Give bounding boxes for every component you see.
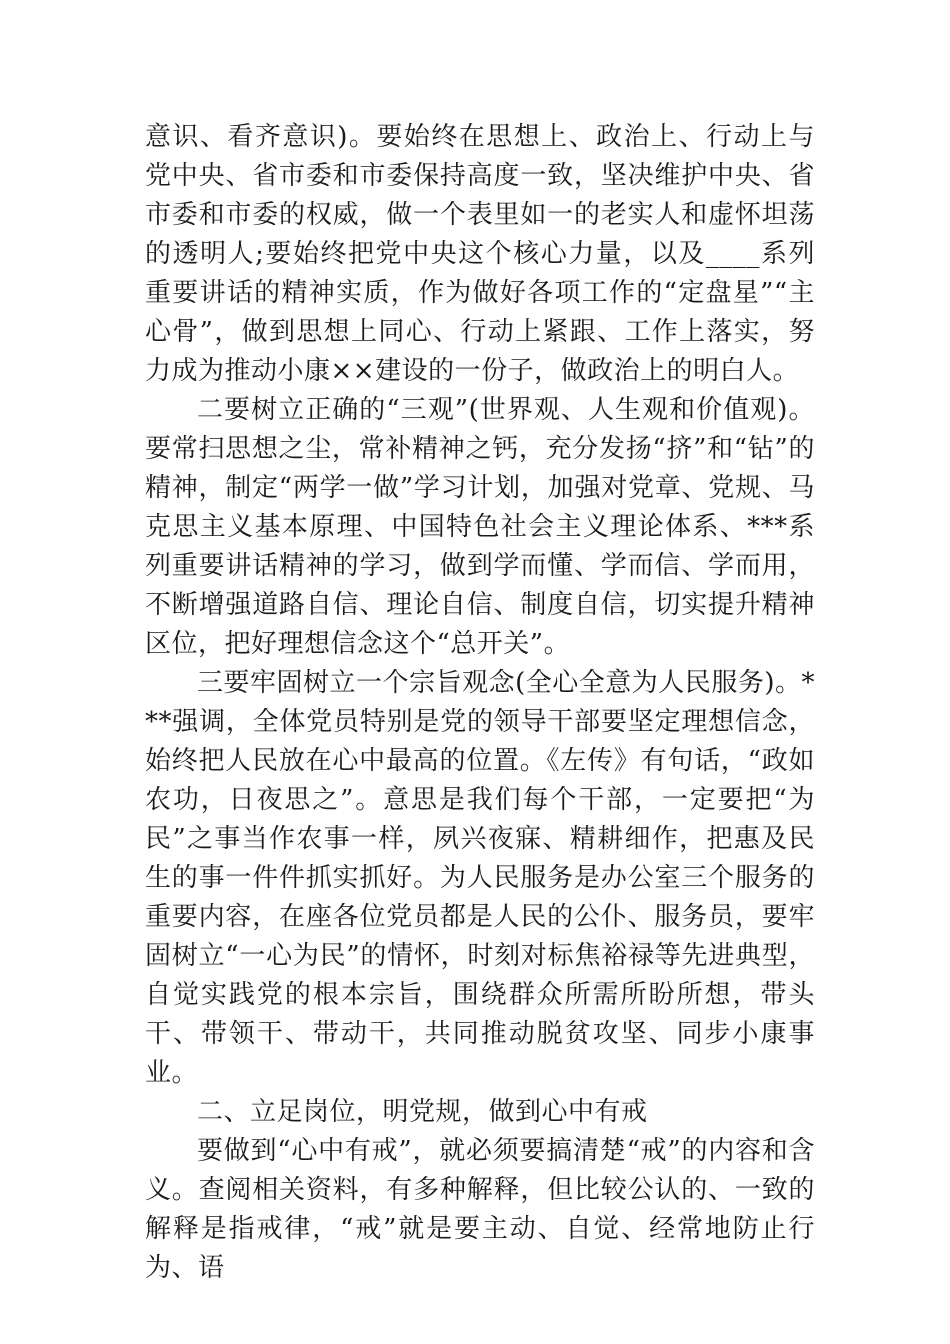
document-body bbox=[145, 118, 815, 1288]
section-heading: 二、立足岗位，明党规，做到心中有戒 bbox=[197, 1097, 648, 1127]
paragraph-three-views: 二要树立正确的“三观”(世界观、人生观和价值观)。要常扫思想之尘，常补精神之钙，充分发扬“挤”和“钻”的精神，制定“两学一做”学习计划，加强对党章、党规、马克思主义基本原理、中国特色社会主义理论体系、***系列重要讲话精神的学习，做到学而懂、学而信、学而用，不断增强道路自信、理论自信、制度自信，切实提升精神区位，把好理想信念这个“总开关”。 bbox=[145, 395, 815, 659]
paragraph-purpose-concept: 三要牢固树立一个宗旨观念(全心全意为人民服务)。***强调，全体党员特别是党的领导干部要坚定理想信念，始终把人民放在心中最高的位置。《左传》有句话，“政如农功，日夜思之”。意思是我们每个干部，一定要把“为民”之事当作农事一样，夙兴夜寐、精耕细作，把惠及民生的事一件件抓实抓好。为人民服务是办公室三个服务的重要内容，在座各位党员都是人民的公仆、服务员，要牢固树立“一心为民”的情怀，时刻对标焦裕禄等先进典型，自觉实践党的根本宗旨，围绕群众所需所盼所想，带头干、带领干、带动干，共同推动脱贫攻坚、同步小康事业。 bbox=[145, 668, 815, 1088]
paragraph-discipline: 要做到“心中有戒”，就必须要搞清楚“戒”的内容和含义。查阅相关资料，有多种解释，但比较公认的、一致的解释是指戒律，“戒”就是要主动、自觉、经常地防止行为、语 bbox=[145, 1136, 815, 1283]
paragraph-continuation: 意识、看齐意识)。要始终在思想上、政治上、行动上与党中央、省市委和市委保持高度一致，坚决维护中央、省市委和市委的权威，做一个表里如一的老实人和虚怀坦荡的透明人;要始终把党中央这个核心力量，以及____系列重要讲话的精神实质，作为做好各项工作的“定盘星”“主心骨”，做到思想上同心、行动上紧跟、工作上落实，努力成为推动小康××建设的一份子，做政治上的明白人。 bbox=[145, 122, 815, 386]
